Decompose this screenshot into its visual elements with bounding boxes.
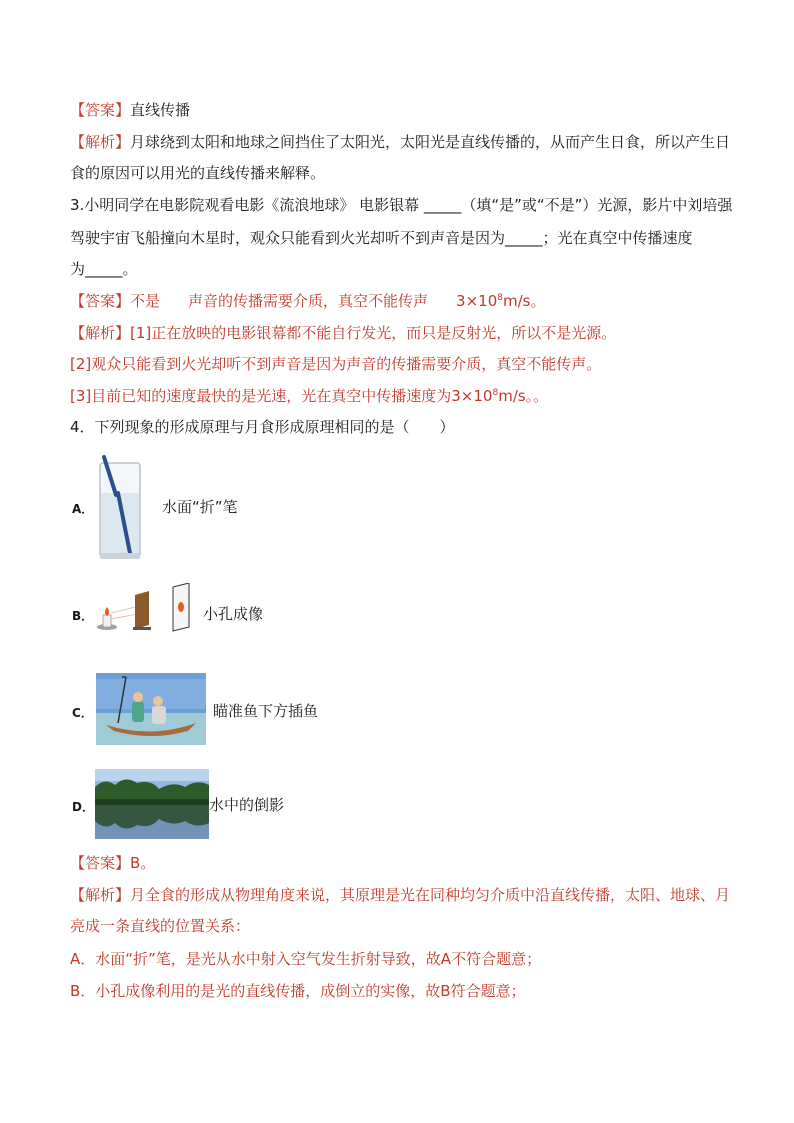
q3-stem-line3: 为_____。 <box>70 260 138 278</box>
answer-tag: 【答案】 <box>70 101 131 119</box>
analysis-3-exp: 8 <box>492 388 499 398</box>
answer-tag: 【答案】 <box>70 292 131 310</box>
analysis-text: 月全食的形成从物理角度来说，其原理是光在同种均匀介质中沿直线传播，太阳、地球、月 <box>130 886 731 904</box>
option-a-letter: A． <box>72 502 94 516</box>
analysis-text: 月球绕到太阳和地球之间挡住了太阳光，太阳光是直线传播的，从而产生日食，所以产生日 <box>130 133 731 151</box>
lake-reflection-image <box>95 769 209 839</box>
analysis-tag: 【解析】 <box>70 886 131 904</box>
q2-analysis-line2: 食的原因可以用光的直线传播来解释。 <box>70 164 326 182</box>
option-d-label: 水中的倒影 <box>209 796 285 814</box>
pinhole-image <box>95 583 195 635</box>
answer-a: 不是 <box>130 292 161 310</box>
answer-tag: 【答案】 <box>70 854 131 872</box>
analysis-text: [1]正在放映的电影银幕都不能自行发光，而只是反射光，所以不是光源。 <box>130 324 617 342</box>
q4-analysis-line1 <box>70 884 730 906</box>
q3-analysis-1 <box>70 322 730 344</box>
q2-answer <box>70 99 730 121</box>
answer-c-base: 3×10 <box>456 292 498 310</box>
q3-analysis-2: [2]观众只能看到火光却听不到声音是因为声音的传播需要介质，真空不能传声。 <box>70 355 602 373</box>
answer-text: B。 <box>130 854 156 872</box>
q3-answer <box>70 290 730 312</box>
analysis-3-pre: [3]目前已知的速度最快的是光速，光在真空中传播速度为 <box>70 387 452 405</box>
glass-pencil-image <box>96 455 144 561</box>
analysis-tag: 【解析】 <box>70 324 131 342</box>
option-c-letter: C． <box>72 706 93 720</box>
answer-b: 声音的传播需要介质，真空不能传声 <box>188 292 429 310</box>
answer-c-unit: m/s。 <box>502 292 546 310</box>
option-b-label: 小孔成像 <box>203 605 264 623</box>
answer-c <box>456 292 545 310</box>
q2-analysis-line1 <box>70 131 730 153</box>
option-d-letter: D． <box>72 800 94 814</box>
q4-stem: 4．下列现象的形成原理与月食形成原理相同的是（ ） <box>70 418 455 436</box>
option-c-label: 瞄准鱼下方插鱼 <box>213 702 319 720</box>
answer-c-exp: 8 <box>497 293 503 303</box>
option-a-label: 水面“折”笔 <box>162 498 238 516</box>
option-b-letter: B． <box>72 609 94 623</box>
q3-stem-line2: 驾驶宇宙飞船撞向木星时，观众只能看到火光却听不到声音是因为_____；光在真空中传播速度 <box>70 229 693 247</box>
q4-analysis-a: A．水面“折”笔，是光从水中射入空气发生折射导致，故A不符合题意； <box>70 950 542 968</box>
q4-analysis-line2: 亮成一条直线的位置关系： <box>70 917 251 935</box>
analysis-3-base: 3×10 <box>451 387 493 405</box>
q4-analysis-b: B．小孔成像利用的是光的直线传播，成倒立的实像，故B符合题意； <box>70 982 526 1000</box>
analysis-tag: 【解析】 <box>70 133 131 151</box>
q4-answer <box>70 852 730 874</box>
q3-stem-line1: 3.小明同学在电影院观看电影《流浪地球》 电影银幕 _____（填“是”或“不是”）光源，影片中刘培强 <box>70 196 733 214</box>
answer-text: 直线传播 <box>130 101 191 119</box>
spear-fishing-image <box>96 673 206 745</box>
q3-analysis-3 <box>70 385 730 407</box>
analysis-3-unit: m/s。。 <box>498 387 549 405</box>
